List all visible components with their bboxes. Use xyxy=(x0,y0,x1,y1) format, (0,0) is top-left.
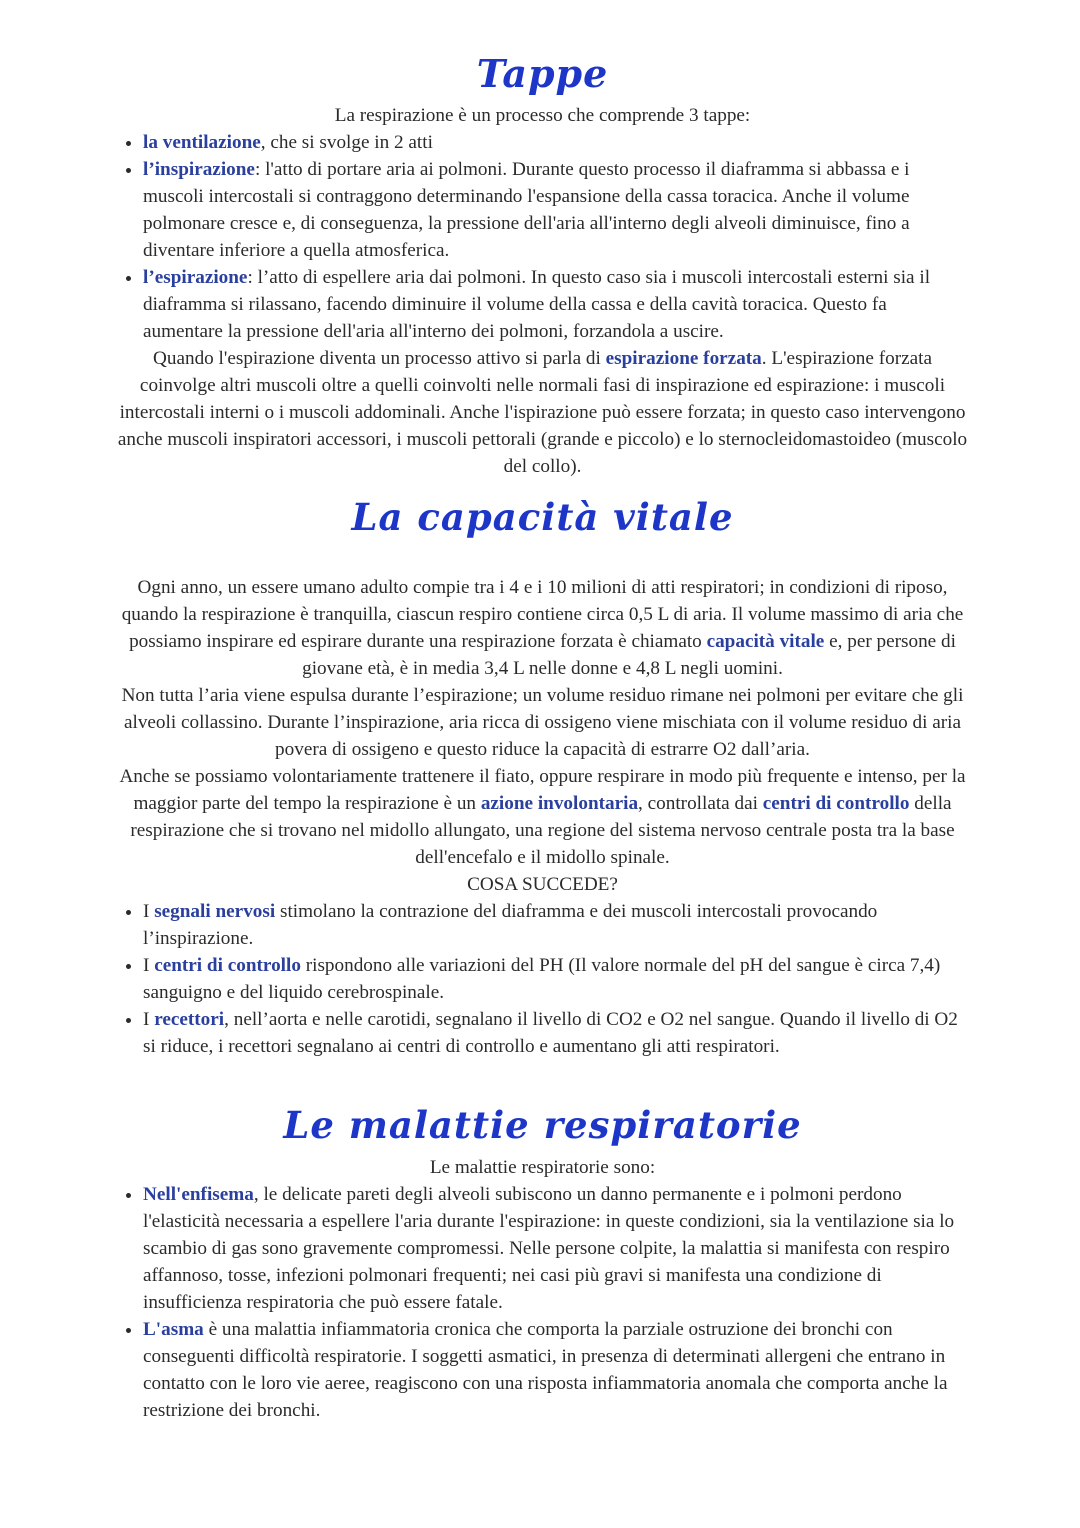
list-item xyxy=(143,1316,970,1424)
highlight-term: centri di controllo xyxy=(154,955,301,976)
list-item xyxy=(143,898,970,952)
list-item xyxy=(143,129,970,156)
title-malattie: Le malattie respiratorie xyxy=(283,1103,802,1147)
highlight-term: azione involontaria xyxy=(480,793,639,814)
list-item xyxy=(143,1006,970,1060)
item-text: , che si svolge in 2 atti xyxy=(260,132,433,153)
text: . L'espirazione forzata coinvolge altri muscoli oltre a quelli coinvolti nelle normali fasi di inspirazione ed espirazione: i muscoli intercostali interni o i muscoli addominali. Anche l'ispirazione può essere forzata; in questo caso intervengono anche muscoli inspiratori accessori, i muscoli pettorali (grande e piccolo) e lo sternocleidomastoideo (muscolo del collo). xyxy=(117,348,968,477)
list-item xyxy=(143,264,970,345)
malattie-list xyxy=(115,1181,970,1424)
text: Quando l'espirazione diventa un processo attivo si parla di xyxy=(153,348,606,369)
list-item xyxy=(143,1181,970,1316)
item-text: stimolano la contrazione del diaframma e dei muscoli intercostali provocando l’inspirazione. xyxy=(143,901,878,949)
text: I xyxy=(143,1009,155,1030)
tappe-intro: La respirazione è un processo che comprende 3 tappe: xyxy=(334,105,751,126)
item-text: , le delicate pareti degli alveoli subiscono un danno permanente e i polmoni perdono l'elasticità necessaria a espellere l'aria durante l'espirazione: in queste condizioni, sia la ventilazione sia lo scambio di gas sono gravemente compromessi. Nelle persone colpite, la malattia si manifesta con respiro affannoso, tosse, infezioni polmonari frequenti; nei casi più gravi si manifesta una condizione di insufficienza respiratoria che può essere fatale. xyxy=(143,1184,955,1313)
highlight-term: recettori xyxy=(154,1009,225,1030)
malattie-intro: Le malattie respiratorie sono: xyxy=(429,1157,656,1178)
highlight-term: l’inspirazione xyxy=(143,159,255,180)
text: I xyxy=(143,901,155,922)
item-text: : l’atto di espellere aria dai polmoni. In questo caso sia i muscoli intercostali esterni sia il diaframma si rilassano, facendo diminuire il volume della cassa e della cavità toracica. Questo fa aumentare la pressione dell'aria all'interno dei polmoni, forzandola a uscire. xyxy=(143,267,931,342)
highlight-term: Nell'enfisema xyxy=(143,1184,254,1205)
text: della respirazione che si trovano nel midollo allungato, una regione del sistema nervoso centrale posta tra la base dell'encefalo e il midollo spinale. xyxy=(130,793,955,868)
text: I xyxy=(143,955,155,976)
highlight-term: L'asma xyxy=(143,1319,204,1340)
highlight-term: la ventilazione xyxy=(143,132,261,153)
highlight-term: capacità vitale xyxy=(706,631,825,652)
list-item xyxy=(143,156,970,264)
text: Anche se possiamo volontariamente trattenere il fiato, oppure respirare in modo più frequente e intenso, per la maggior parte del tempo la respirazione è un xyxy=(119,766,966,814)
cosa-succede-list xyxy=(115,898,970,1060)
highlight-term: segnali nervosi xyxy=(154,901,276,922)
item-text: è una malattia infiammatoria cronica che comporta la parziale ostruzione dei bronchi con conseguenti difficoltà respiratorie. I soggetti asmatici, in presenza di determinati allergeni che entrano in contatto con le loro vie aeree, reagiscono con una risposta infiammatoria anomala che comporta anche la restrizione dei bronchi. xyxy=(143,1319,948,1421)
item-text: , nell’aorta e nelle carotidi, segnalano il livello di CO2 e O2 nel sangue. Quando il livello di O2 si riduce, i recettori segnalano ai centri di controllo e aumentano gli atti respiratori. xyxy=(143,1009,958,1057)
question-heading: COSA SUCCEDE? xyxy=(467,874,618,895)
text: e, per persone di giovane età, è in media 3,4 L nelle donne e 4,8 L negli uomini. xyxy=(302,631,956,679)
capacita-paragraph-2: Non tutta l’aria viene espulsa durante l’espirazione; un volume residuo rimane nei polmoni per evitare che gli alveoli collassino. Durante l’inspirazione, aria ricca di ossigeno viene mischiata con il volume residuo di aria povera di ossigeno e questo riduce la capacità di estrarre O2 dall’aria. xyxy=(121,685,964,760)
text: Ogni anno, un essere umano adulto compie tra i 4 e i 10 milioni di atti respiratori; in condizioni di riposo, quando la respirazione è tranquilla, ciascun respiro contiene circa 0,5 L di aria. Il volume massimo di aria che possiamo inspirare ed espirare durante una respirazione forzata è chiamato xyxy=(121,577,964,652)
list-item xyxy=(143,952,970,1006)
capacita-paragraph-1 xyxy=(115,574,970,682)
item-text: : l'atto di portare aria ai polmoni. Durante questo processo il diaframma si abbassa e i muscoli intercostali si contraggono determinando l'espansione della cassa toracica. Anche il volume polmonare cresce e, di conseguenza, la pressione dell'aria all'interno degli alveoli diminuisce, fino a diventare inferiore a quella atmosferica. xyxy=(143,159,910,261)
item-text: rispondono alle variazioni del PH (Il valore normale del pH del sangue è circa 7,4) sanguigno e del liquido cerebrospinale. xyxy=(143,955,941,1003)
highlight-term: centri di controllo xyxy=(762,793,910,814)
highlight-term: espirazione forzata xyxy=(605,348,762,369)
capacita-paragraph-3 xyxy=(115,763,970,871)
title-capacita-vitale: La capacità vitale xyxy=(351,495,734,539)
forced-expiration-paragraph xyxy=(115,345,970,480)
title-tappe: Tappe xyxy=(476,51,609,96)
text: , controllata dai xyxy=(638,793,763,814)
tappe-list xyxy=(115,129,970,345)
highlight-term: l’espirazione xyxy=(143,267,248,288)
